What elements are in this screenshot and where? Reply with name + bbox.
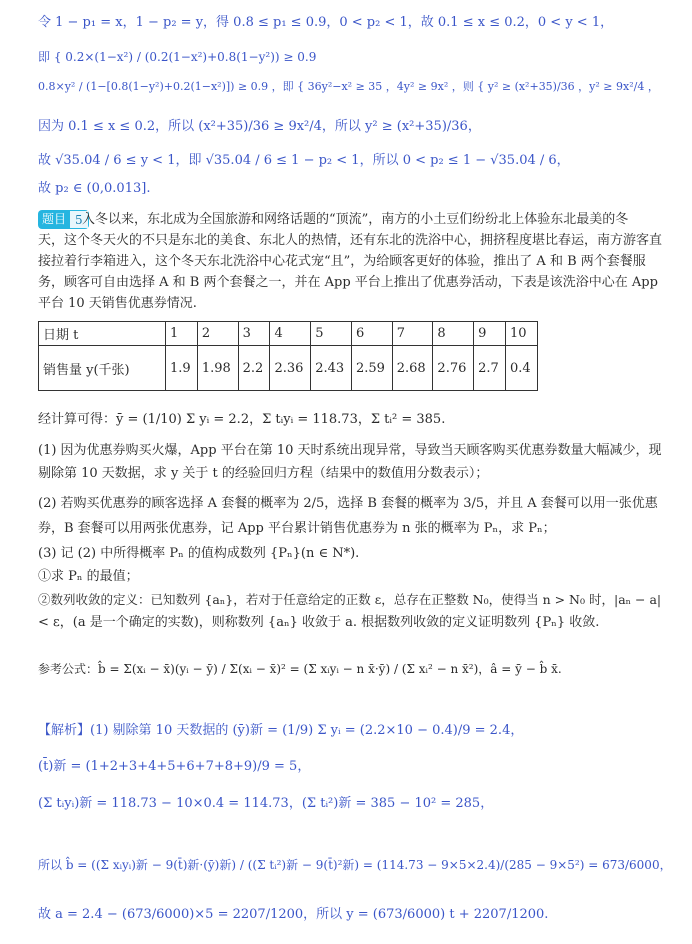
- table-row-sales: [39, 346, 538, 391]
- table-cell: 7: [392, 322, 433, 346]
- table-cell: 2.7: [474, 346, 506, 391]
- solution-line-4: 故 √35.04 / 6 ≤ y < 1，即 √35.04 / 6 ≤ 1 − p₂ < 1，所以 0 < p₂ ≤ 1 − √35.04 / 6，: [38, 153, 570, 168]
- analysis-line-5: 故 a = 2.4 − (673/6000)×5 = 2207/1200，所以 y = (673/6000) t + 2207/1200.: [38, 907, 549, 922]
- question-1b: 剔除第 10 天数据，求 y 关于 t 的经验回归方程（结果中的数值用分数表示）；: [38, 466, 489, 481]
- solution-line-1: 令 1 − p₁ = x，1 − p₂ = y，得 0.8 ≤ p₁ ≤ 0.9，0 < p₂ < 1，故 0.1 ≤ x ≤ 0.2，0 < y < 1，: [38, 15, 614, 30]
- table-header-date: 日期 t: [39, 322, 166, 346]
- table-cell: 0.4: [506, 346, 538, 391]
- table-header-sales: 销售量 y(千张): [39, 346, 166, 391]
- problem-badge-number: 5: [70, 210, 89, 229]
- analysis-line-3: (Σ tᵢyᵢ)新 = 118.73 − 10×0.4 = 114.73，(Σ tᵢ²)新 = 385 − 10² = 285，: [38, 796, 494, 811]
- analysis-line-1: 【解析】(1) 剔除第 10 天数据的 (ȳ)新 = (1/9) Σ yᵢ = (2.2×10 − 0.4)/9 = 2.4，: [38, 723, 524, 738]
- table-cell: 3: [238, 322, 270, 346]
- table-cell: 2.2: [238, 346, 270, 391]
- solution-line-2b: 0.8×y² / (1−[0.8(1−y²)+0.2(1−x²)]) ≥ 0.9 ，即 { 36y²−x² ≥ 35 ，4y² ≥ 9x² ，则 { y² ≥ (x²+35)/36 ，y² ≥ 9x²/4 ，: [38, 80, 659, 93]
- problem-line-4: 务，顾客可自由选择 A 和 B 两个套餐之一，并在 App 平台上推出了优惠券活动，下表是该洗浴中心在 App: [38, 275, 658, 290]
- table-cell: 2.68: [392, 346, 433, 391]
- solution-line-3: 因为 0.1 ≤ x ≤ 0.2，所以 (x²+35)/36 ≥ 9x²/4，所以 y² ≥ (x²+35)/36，: [38, 119, 481, 134]
- question-3-part-2b: < ε，(a 是一个确定的实数)，则称数列 {aₙ} 收敛于 a. 根据数列收敛的定义证明数列 {Pₙ} 收敛.: [38, 615, 600, 630]
- sales-table: [38, 321, 538, 391]
- question-3: (3) 记 (2) 中所得概率 Pₙ 的值构成数列 {Pₙ}(n ∈ N*).: [38, 546, 360, 561]
- problem-badge-label: 题目: [38, 210, 70, 229]
- problem-line-5: 平台 10 天销售优惠券情况.: [38, 296, 197, 311]
- problem-line-1: 入冬以来，东北成为全国旅游和网络话题的“顶流”，南方的小土豆们纷纷北上体验东北最美的冬: [82, 212, 629, 227]
- problem-line-3: 接拉着行李箱进入，这个冬天东北洗浴中心花式宠“且”，为给顾客更好的体验，推出了 A 和 B 两个套餐服: [38, 254, 646, 269]
- table-cell: 10: [506, 322, 538, 346]
- question-2b: 券，B 套餐可以用两张优惠券，记 App 平台累计销售优惠券为 n 张的概率为 Pₙ，求 Pₙ；: [38, 521, 556, 536]
- table-cell: 2.36: [270, 346, 311, 391]
- table-cell: 1: [166, 322, 198, 346]
- reference-formula: 参考公式：b̂ = Σ(xᵢ − x̄)(yᵢ − ȳ) / Σ(xᵢ − x̄)² = (Σ xᵢyᵢ − n x̄·ȳ) / (Σ xᵢ² − n x̄²)，â = ȳ − b̂ x̄.: [38, 662, 562, 676]
- question-3-part-2a: ②数列收敛的定义：已知数列 {aₙ}，若对于任意给定的正数 ε，总存在正整数 N₀，使得当 n > N₀ 时，|aₙ − a|: [38, 592, 662, 607]
- given-stats: 经计算可得：ȳ = (1/10) Σ yᵢ = 2.2，Σ tᵢyᵢ = 118.73，Σ tᵢ² = 385.: [38, 412, 446, 427]
- table-cell: 8: [433, 322, 474, 346]
- solution-line-5: 故 p₂ ∈ (0,0.013].: [38, 181, 151, 196]
- table-row-date: [39, 322, 538, 346]
- analysis-line-4: 所以 b̂ = ((Σ xᵢyᵢ)新 − 9(t̄)新·(ȳ)新) / ((Σ tᵢ²)新 − 9(t̄)²新) = (114.73 − 9×5×2.4)/(285 − 9×5²) = 673/6000，: [38, 858, 672, 872]
- question-1a: (1) 因为优惠券购买火爆，App 平台在第 10 天时系统出现异常，导致当天顾客购买优惠券数量大幅减少，现: [38, 443, 662, 458]
- question-3-part-1: ①求 Pₙ 的最值；: [38, 569, 139, 584]
- table-cell: 9: [474, 322, 506, 346]
- table-cell: 1.9: [166, 346, 198, 391]
- table-cell: 2.43: [311, 346, 352, 391]
- table-cell: 2: [197, 322, 238, 346]
- analysis-line-2: (t̄)新 = (1+2+3+4+5+6+7+8+9)/9 = 5，: [38, 759, 311, 774]
- table-cell: 4: [270, 322, 311, 346]
- table-cell: 5: [311, 322, 352, 346]
- table-cell: 2.59: [351, 346, 392, 391]
- table-cell: 6: [351, 322, 392, 346]
- problem-line-2: 天，这个冬天火的不只是东北的美食、东北人的热情，还有东北的洗浴中心，拥挤程度堪比春运，南方游客直: [38, 233, 663, 248]
- table-cell: 2.76: [433, 346, 474, 391]
- question-2a: (2) 若购买优惠券的顾客选择 A 套餐的概率为 2/5，选择 B 套餐的概率为 3/5，并且 A 套餐可以用一张优惠: [38, 496, 658, 511]
- solution-line-2a: 即 { 0.2×(1−x²) / (0.2(1−x²)+0.8(1−y²)) ≥ 0.9: [38, 50, 317, 64]
- table-cell: 1.98: [197, 346, 238, 391]
